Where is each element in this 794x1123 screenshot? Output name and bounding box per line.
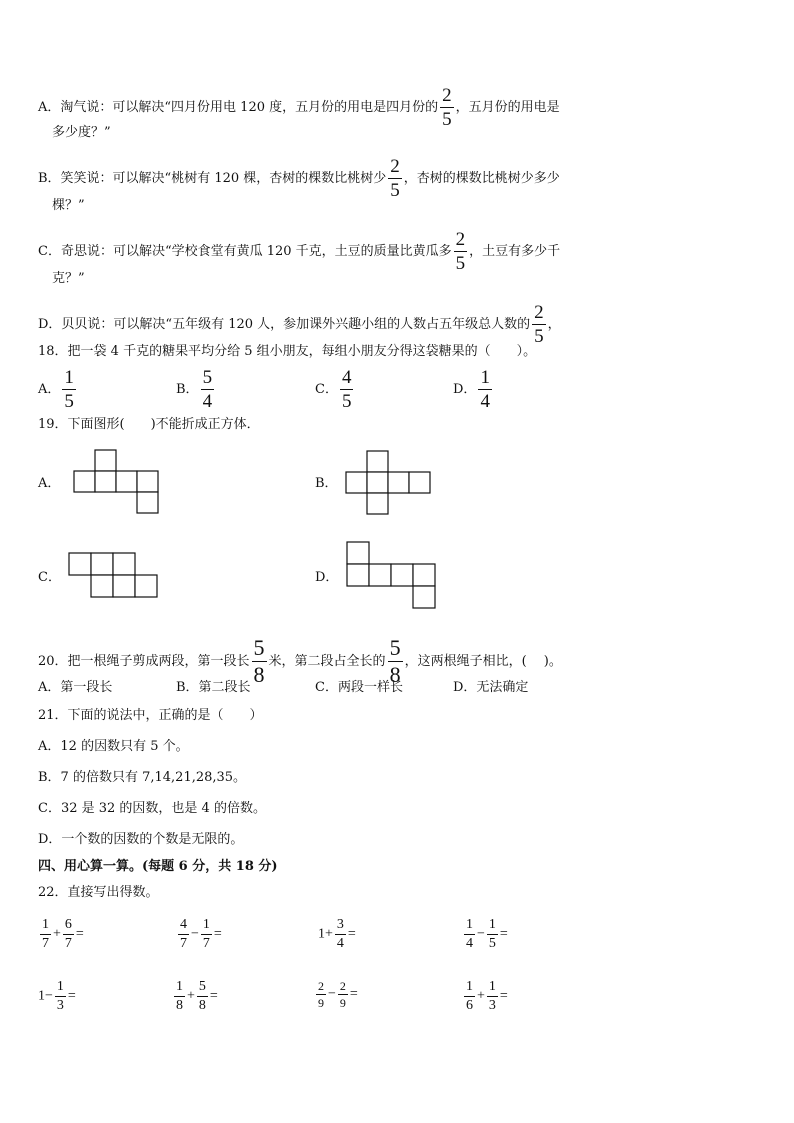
q21-option-a[interactable]: A．12 的因数只有 5 个。 [38,739,189,754]
q19-option-c-label[interactable]: C． [38,570,61,585]
fraction: $\frac{2}{5}$ [442,85,452,130]
q17-d-text-end: ， [547,317,561,332]
q17-a-text-end: ，五月份的用电是 [455,100,560,115]
calc-item: $\frac{1}{6}$ + $\frac{1}{3}$ = [466,979,508,1013]
q17-d-text: D．贝贝说：可以解决“五年级有 120 人，参加课外兴趣小组的人数占五年级总人数的 [38,317,531,332]
q20-option-c[interactable]: C．两段一样长 [315,680,403,695]
calc-item: 1− $\frac{1}{3}$ = [38,979,76,1013]
q17-option-d [38,303,561,346]
fraction: $\frac{5}{4}$ [202,367,213,412]
calc-item: $\frac{2}{9}$ − $\frac{2}{9}$ = [318,979,358,1010]
q17-option-a [38,86,560,129]
fraction: $\frac{2}{5}$ [390,156,400,201]
q21-option-c[interactable]: C．32 是 32 的因数，也是 4 的倍数。 [38,801,266,816]
fraction: $\frac{5}{8}$ [389,635,401,687]
cube-net-b [345,450,433,516]
q18-option-a[interactable]: A． $\frac{1}{5}$ [38,367,74,412]
q18-option-d[interactable]: D． $\frac{1}{4}$ [453,367,490,412]
fraction: $\frac{2}{5}$ [455,229,466,274]
q18-option-b[interactable]: B． $\frac{5}{4}$ [176,367,213,412]
fraction: $\frac{2}{5}$ [534,302,544,347]
cube-net-a [73,449,161,515]
fraction: $\frac{4}{5}$ [341,367,352,412]
calc-item: 1+ $\frac{3}{4}$ = [318,917,356,951]
q17-option-c [38,230,560,273]
q17-b-continuation: 棵？” [52,198,85,213]
q18-option-c[interactable]: C． $\frac{4}{5}$ [315,367,352,412]
fraction: $\frac{5}{8}$ [253,635,265,687]
q17-a-continuation: 多少度？” [52,125,111,140]
q21-stem: 21．下面的说法中，正确的是（ ） [38,708,263,723]
section-heading: 四、用心算一算。(每题 6 分，共 18 分) [38,859,278,874]
cube-net-d [346,541,438,611]
q19-option-a-label[interactable]: A． [38,476,61,491]
q20-option-d[interactable]: D．无法确定 [453,680,529,695]
fraction: $\frac{1}{5}$ [64,367,74,412]
q17-c-text: C．奇思说：可以解决“学校食堂有黄瓜 120 千克，土豆的质量比黄瓜多 [38,244,452,259]
calc-item: $\frac{1}{7}$ + $\frac{6}{7}$ = [42,917,84,951]
q17-b-text: B．笑笑说：可以解决“桃树有 120 棵，杏树的棵数比桃树少 [38,171,387,186]
q21-option-b[interactable]: B．7 的倍数只有 7,14,21,28,35。 [38,770,247,785]
calc-item: $\frac{1}{4}$ − $\frac{1}{5}$ = [466,917,508,951]
calc-item: $\frac{1}{8}$ + $\frac{5}{8}$ = [176,979,218,1013]
q17-c-continuation: 克？” [52,271,85,286]
q22-stem: 22．直接写出得数。 [38,885,159,900]
q20-option-a[interactable]: A．第一段长 [38,680,113,695]
fraction: $\frac{1}{4}$ [480,367,490,412]
q17-option-b [38,157,560,200]
q17-c-text-end: ，土豆有多少千 [469,244,561,259]
q17-b-text-end: ，杏树的棵数比桃树少多少 [403,171,560,186]
cube-net-c [68,552,160,600]
q20-option-b[interactable]: B．第二段长 [176,680,251,695]
q19-option-d-label[interactable]: D． [315,570,339,585]
q20-stem: 20．把一根绳子剪成两段，第一段长 $\frac{5}{8}$ 米，第二段占全长的 $\frac{5}{8}$ ，这两根绳子相比，( )。 [38,635,562,687]
calc-item: $\frac{4}{7}$ − $\frac{1}{7}$ = [180,917,222,951]
q19-stem: 19．下面图形( )不能折成正方体． [38,417,260,432]
q18-stem: 18．把一袋 4 千克的糖果平均分给 5 组小朋友，每组小朋友分得这袋糖果的（ ）。 [38,344,537,359]
q17-a-text: A．淘气说：可以解决“四月份用电 120 度，五月份的用电是四月份的 [38,100,439,115]
q19-option-b-label[interactable]: B． [315,476,338,491]
q21-option-d[interactable]: D．一个数的因数的个数是无限的。 [38,832,244,847]
